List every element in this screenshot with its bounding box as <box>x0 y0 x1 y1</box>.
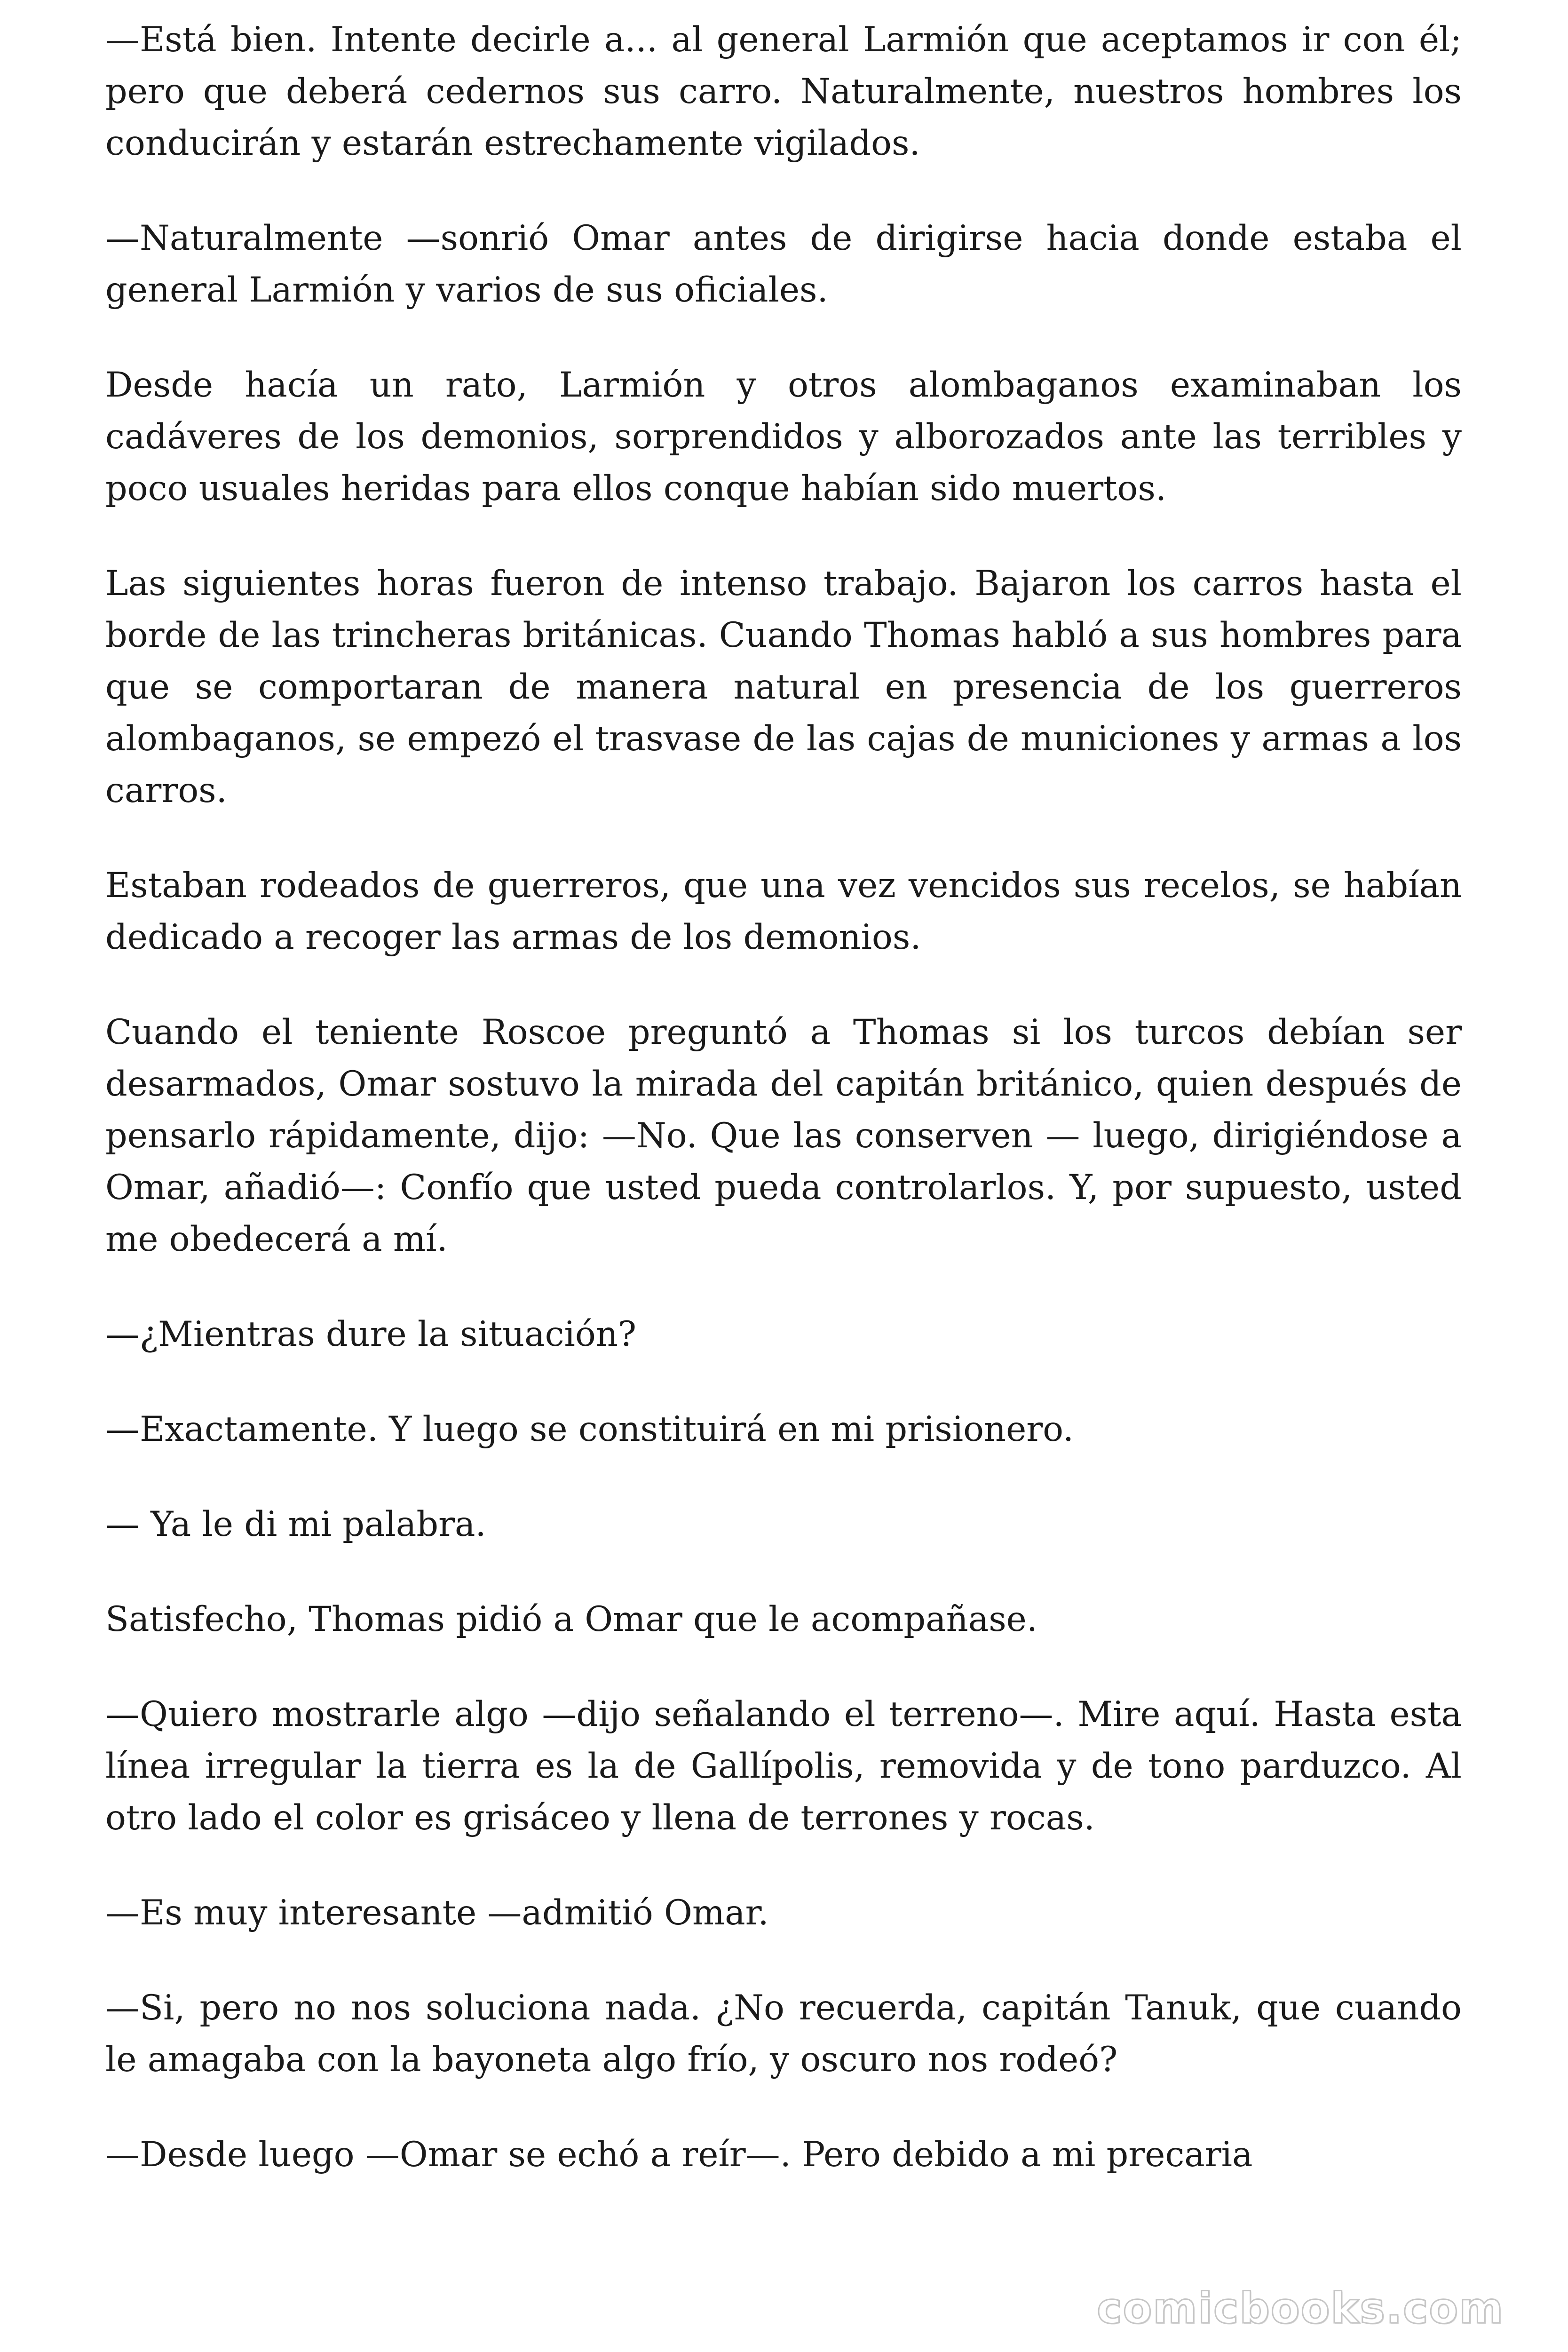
paragraph: Cuando el teniente Roscoe preguntó a Thomas si los turcos debían ser desarmados, Omar sostuvo la mirada del capitán británico, quien después de pensarlo rápidamente, dijo: —No. Que las conserven — luego, dirigiéndose a Omar, añadió—: Confío que usted pueda controlarlos. Y, por supuesto, usted me obedecerá a mí. <box>105 1012 1462 1259</box>
paragraph: Las siguientes horas fueron de intenso trabajo. Bajaron los carros hasta el borde de las trincheras británicas. Cuando Thomas habló a sus hombres para que se comportaran de manera natural en presencia de los guerreros alombaganos, se empezó el trasvase de las cajas de municiones y armas a los carros. <box>105 564 1462 810</box>
paragraph: —Si, pero no nos soluciona nada. ¿No recuerda, capitán Tanuk, que cuando le amagaba con la bayoneta algo frío, y oscuro nos rodeó? <box>105 1988 1462 2080</box>
paragraph: —Quiero mostrarle algo —dijo señalando el terreno—. Mire aquí. Hasta esta línea irregular la tierra es la de Gallípolis, removida y de tono parduzco. Al otro lado el color es grisáceo y llena de terrones y rocas. <box>105 1694 1462 1838</box>
paragraph: —Es muy interesante —admitió Omar. <box>105 1893 769 1933</box>
watermark: comicbooks.com <box>1097 2284 1504 2333</box>
paragraph: —Naturalmente —sonrió Omar antes de dirigirse hacia donde estaba el general Larmión y varios de sus oficiales. <box>105 218 1462 310</box>
paragraph: —Exactamente. Y luego se constituirá en mi prisionero. <box>105 1409 1074 1449</box>
paragraph: Desde hacía un rato, Larmión y otros alombaganos examinaban los cadáveres de los demonios, sorprendidos y alborozados ante las terribles y poco usuales heridas para ellos conque habían sido muertos. <box>105 365 1462 509</box>
paragraph: —Desde luego —Omar se echó a reír—. Pero debido a mi precaria <box>105 2135 1253 2175</box>
paragraph: Satisfecho, Thomas pidió a Omar que le acompañase. <box>105 1599 1038 1639</box>
paragraph: — Ya le di mi palabra. <box>105 1504 486 1544</box>
document-page <box>105 14 1462 2181</box>
paragraph: —¿Mientras dure la situación? <box>105 1314 637 1354</box>
paragraph: —Está bien. Intente decirle a... al general Larmión que aceptamos ir con él; pero que deberá cedernos sus carro. Naturalmente, nuestros hombres los conducirán y estarán estrechamente vigilados. <box>105 20 1462 163</box>
paragraph: Estaban rodeados de guerreros, que una vez vencidos sus recelos, se habían dedicado a recoger las armas de los demonios. <box>105 866 1462 957</box>
